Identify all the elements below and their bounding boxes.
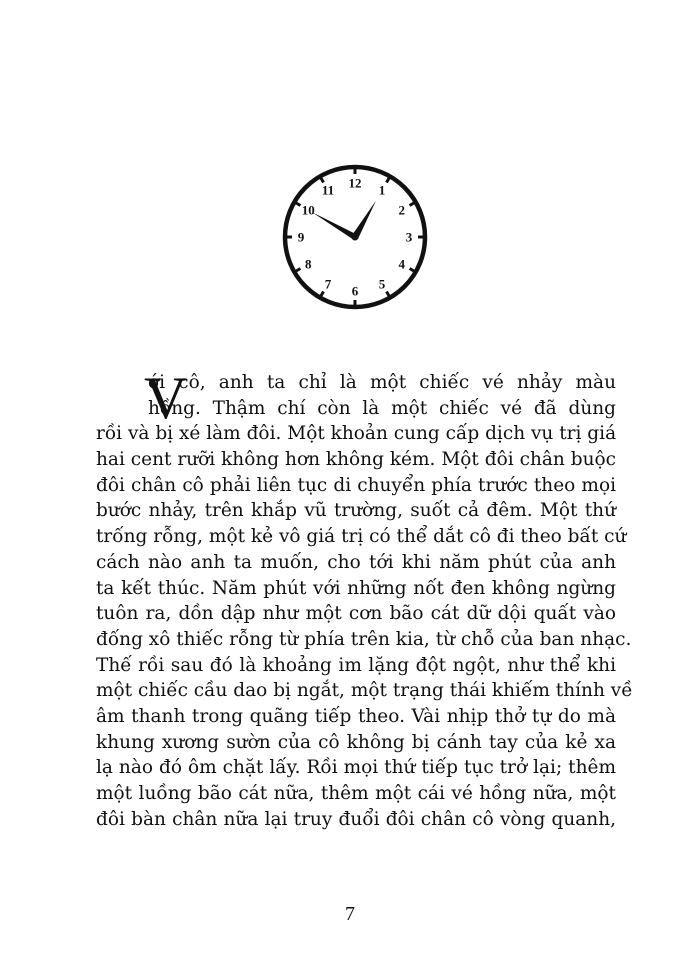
text-line: hai cent rưỡi không hơn không kém. Một đôi chân buộc	[96, 449, 616, 471]
text-line: Thế rồi sau đó là khoảng im lặng đột ngột, như thể khi	[96, 654, 616, 676]
text-lines	[96, 365, 633, 832]
clock-numeral: 8	[304, 256, 312, 272]
text-line: ta kết thúc. Năm phút với những nốt đen không ngừng	[96, 577, 616, 599]
text-line: một chiếc cầu dao bị ngắt, một trạng thái khiếm thính về	[96, 680, 633, 702]
text-line: đôi bàn chân nữa lại truy đuổi đôi chân cô vòng quanh,	[96, 808, 616, 830]
clock-numeral: 4	[398, 256, 406, 272]
clock-hands	[312, 201, 376, 241]
clock-numeral: 6	[351, 283, 359, 299]
clock-numeral: 1	[378, 182, 386, 198]
text-line: một luồng bão cát nữa, thêm một cái vé hồng nữa, một	[96, 783, 616, 804]
clock-numeral: 7	[324, 276, 332, 292]
text-line: bước nhảy, trên khắp vũ trường, suốt cả đêm. Một thứ	[96, 500, 616, 522]
text-line: ới cô, anh ta chỉ là một chiếc vé nhảy màu	[148, 372, 616, 393]
clock-numeral: 3	[405, 229, 413, 245]
clock-illustration	[280, 162, 430, 312]
clock-numeral: 5	[378, 276, 386, 292]
clock-numeral: 10	[301, 202, 315, 218]
text-line: rồi và bị xé làm đôi. Một khoản cung cấp dịch vụ trị giá	[96, 423, 617, 445]
text-line: trống rỗng, một kẻ vô giá trị có thể dắt cô đi theo bất cứ	[96, 526, 627, 548]
clock-numeral: 2	[398, 202, 406, 218]
text-line: đôi chân cô phải liên tục di chuyển phía trước theo mọi	[96, 474, 616, 496]
drop-cap: V	[144, 365, 188, 431]
text-line: hồng. Thậm chí còn là một chiếc vé đã dùng	[148, 397, 616, 419]
text-line: âm thanh trong quãng tiếp theo. Vài nhịp thở tự do mà	[96, 705, 616, 727]
text-line: cách nào anh ta muốn, cho tới khi năm phút của anh	[96, 551, 616, 573]
page-number: 7	[345, 903, 355, 925]
text-line: lạ nào đó ôm chặt lấy. Rồi mọi thứ tiếp tục trở lại; thêm	[96, 757, 616, 779]
hour-hand	[312, 212, 357, 240]
clock-icon	[280, 162, 430, 312]
body-text	[96, 365, 633, 832]
clock-numeral: 9	[297, 229, 305, 245]
clock-numeral: 12	[348, 175, 362, 191]
text-line: tuôn ra, dồn dập như một cơn bão cát dữ dội quất vào	[96, 603, 616, 625]
text-line: khung xương sườn của cô không bị cánh tay của kẻ xa	[96, 731, 616, 753]
minute-hand	[352, 201, 376, 239]
text-line: đống xô thiếc rỗng từ phía trên kia, từ chỗ của ban nhạc.	[96, 628, 632, 650]
clock-center	[352, 234, 359, 241]
clock-numeral: 11	[321, 182, 335, 198]
